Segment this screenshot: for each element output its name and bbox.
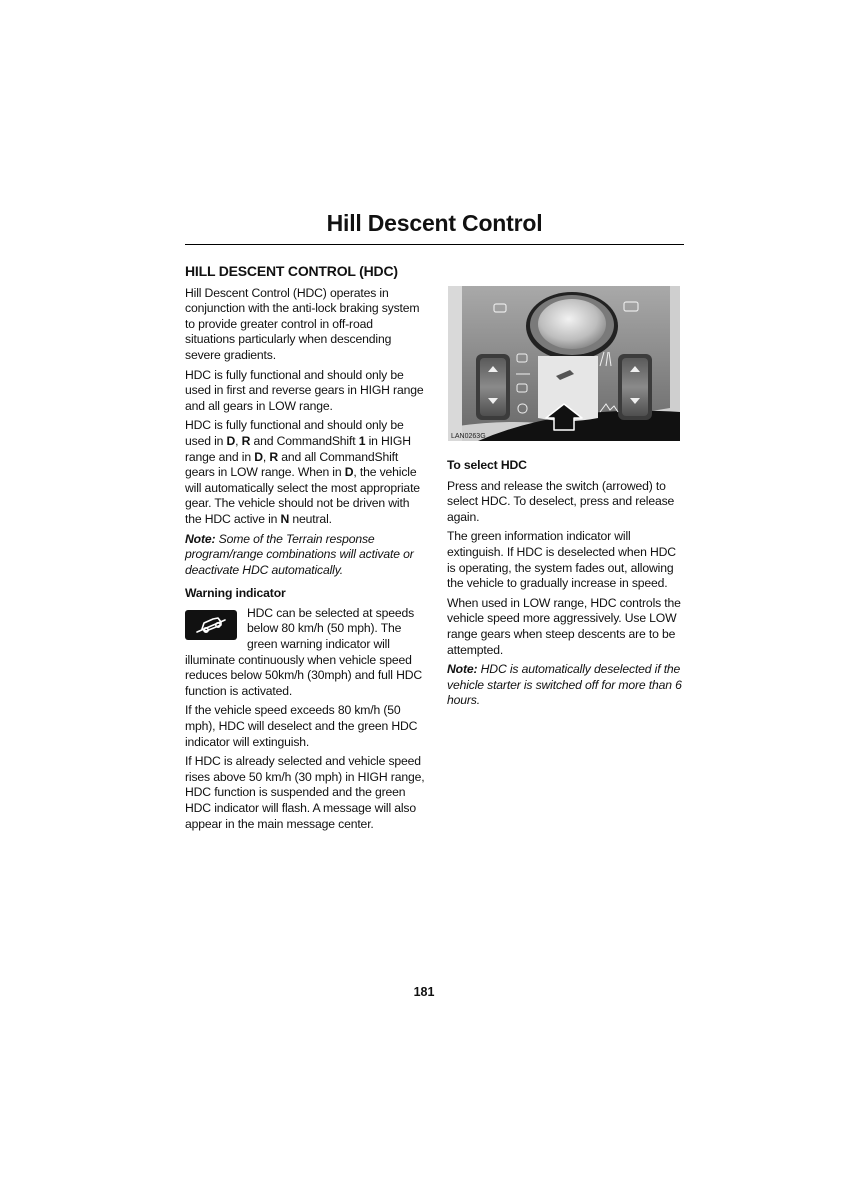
page-title: Hill Descent Control [326,210,543,236]
paragraph-commandshift: HDC is fully functional and should only be used in D, R and CommandShift 1 in HIGH range and in D, R and all CommandShift gears in LOW range. When in D, the vehicle will automatically select the most appropriate gear. The vehicle should not be driven with the HDC active in N neutral. [185,418,420,526]
paragraph-speed-rises: If HDC is already selected and vehicle speed rises above 50 km/h (30 mph) in HIGH range, HDC function is suspended and the green HDC indicator will flash. A message will also appear in the main message center. [185,754,425,831]
hdc-vehicle-descent-icon [185,610,237,640]
left-column [185,264,425,836]
paragraph-intro: Hill Descent Control (HDC) operates in conjunction with the anti-lock braking system to provide greater control in off-road situations particularly when descending severe gradients. [185,285,420,362]
section-heading: HILL DESCENT CONTROL (HDC) [185,263,398,279]
note-starter: Note: HDC is automatically deselected if the vehicle starter is switched off for more than 6 hours. [447,662,682,708]
note-terrain: Note: Some of the Terrain response program/range combinations will activate or deactivate HDC automatically. [185,531,414,577]
figure-label: LAN0263G [451,433,486,440]
warning-block [185,606,425,700]
warning-heading: Warning indicator [185,586,286,601]
warning-text: HDC can be selected at speeds below 80 km/h (50 mph). The green warning indicator will illuminate continuously when vehicle speed reduces below 50km/h (30mph) and full HDC function is activated. [185,605,423,698]
paragraph-gears: HDC is fully functional and should only be used in first and reverse gears in HIGH range and all gears in LOW range. [185,367,424,413]
right-column [447,458,687,713]
hdc-switch-panel-figure [448,286,680,441]
paragraph-speed-exceeds: If the vehicle speed exceeds 80 km/h (50 mph), HDC will deselect and the green HDC indicator will extinguish. [185,703,418,749]
page-number: 181 [413,985,435,999]
paragraph-extinguish: The green information indicator will extinguish. If HDC is deselected when HDC is operating, the system fades out, allowing the vehicle to gradually increase in speed. [447,529,676,591]
title-rule [185,244,684,245]
paragraph-select: Press and release the switch (arrowed) to select HDC. To deselect, press and release again. [447,478,675,524]
paragraph-low-range: When used in LOW range, HDC controls the vehicle speed more aggressively. Use LOW range gears when steep descents are to be attempted. [447,595,681,657]
select-hdc-heading: To select HDC [447,458,527,472]
